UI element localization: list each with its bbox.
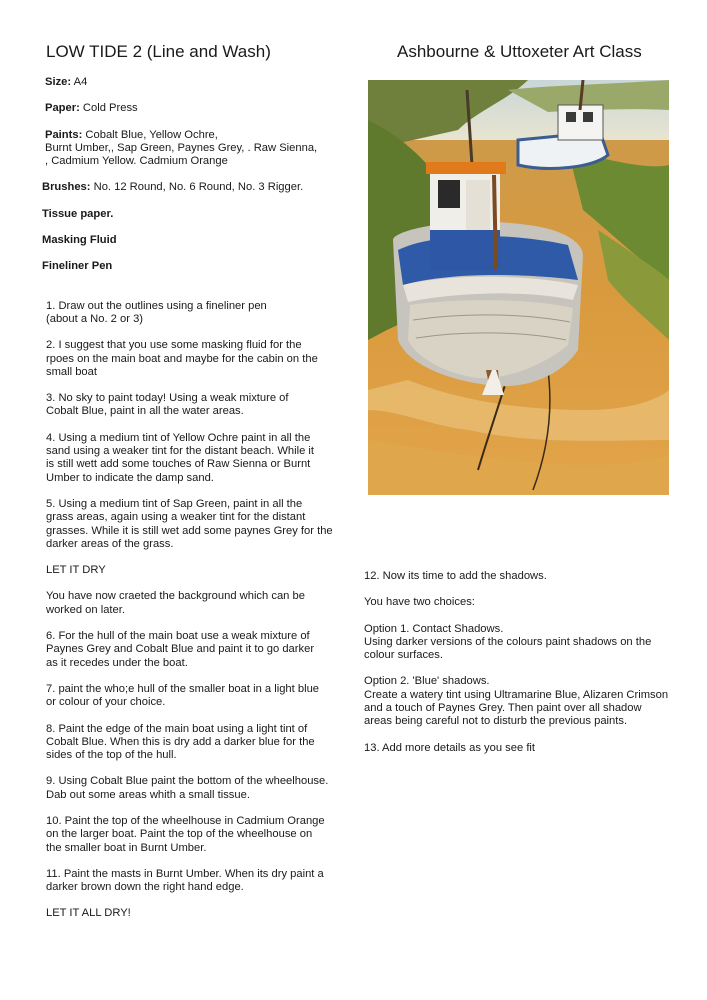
- tissue-label: Tissue paper.: [42, 207, 114, 220]
- size-label: Size:: [45, 76, 72, 88]
- step-item: 10. Paint the top of the wheelhouse in Cadmium Orange on the larger boat. Paint the top of the wheelhouse on the smaller boat in Burnt Umber.: [46, 814, 325, 854]
- step-item: LET IT ALL DRY!: [46, 907, 131, 920]
- masking-label: Masking Fluid: [42, 234, 117, 247]
- step-item: 2. I suggest that you use some masking fluid for the rpoes on the main boat and maybe for the cabin on the small boat: [46, 339, 318, 378]
- left-column: [42, 76, 354, 934]
- paper-value: Cold Press: [79, 102, 138, 115]
- step-item: 12. Now its time to add the shadows.: [364, 570, 547, 582]
- pen-label: Fineliner Pen: [42, 260, 113, 273]
- tissue-line: [42, 208, 354, 221]
- step-item: 9. Using Cobalt Blue paint the bottom of the wheelhouse. Dab out some areas whith a small tissue.: [46, 775, 329, 801]
- brushes-value: No. 12 Round, No. 6 Round, No. 3 Rigger.: [90, 181, 304, 194]
- step-item: 13. Add more details as you see fit: [364, 741, 536, 754]
- step-item: You have two choices:: [364, 596, 475, 609]
- size-value: A4: [71, 76, 88, 88]
- step-item: 6. For the hull of the main boat use a weak mixture of Paynes Grey and Cobalt Blue and paint it to go darker as it recedes under the boat.: [46, 630, 315, 669]
- step-item: 1. Draw out the outlines using a fineliner pen (about a No. 2 or 3): [46, 299, 267, 325]
- masking-line: [42, 234, 354, 247]
- step-item: You have now craeted the background which can be worked on later.: [46, 590, 305, 616]
- brushes-label: Brushes:: [42, 181, 91, 194]
- step-item: 8. Paint the edge of the main boat using a light tint of Cobalt Blue. When this is dry add a darker blue for the sides of the top of the hull.: [46, 722, 315, 762]
- step-item: Option 2. 'Blue' shadows. Create a watery tint using Ultramarine Blue, Alizaren Crimson and a touch of Paynes Grey. Then paint over all shadow areas being careful not to disturb the previous paints.: [364, 675, 669, 728]
- paints-line: [45, 129, 354, 169]
- step-item: 7. paint the who;e hull of the smaller boat in a light blue or colour of your choice.: [46, 682, 320, 709]
- boat-painting-image: [368, 80, 669, 495]
- right-column: [364, 570, 694, 768]
- pen-line: [42, 260, 354, 273]
- step-item: Option 1. Contact Shadows. Using darker versions of the colours paint shadows on the colour surfaces.: [364, 622, 652, 662]
- step-item: 11. Paint the masts in Burnt Umber. When its dry paint a darker brown down the right hand edge.: [46, 867, 324, 894]
- class-name: Ashbourne & Uttoxeter Art Class: [397, 42, 642, 61]
- step-item: 3. No sky to paint today! Using a weak mixture of Cobalt Blue, paint in all the water areas.: [46, 392, 289, 418]
- steps-list-left: [42, 300, 354, 921]
- painting-illustration: [368, 80, 669, 495]
- step-item: 4. Using a medium tint of Yellow Ochre paint in all the sand using a weaker tint for the distant beach. While it is still wett add some touches of Raw Sienna or Burnt Umber to indicate the damp sand.: [46, 431, 315, 484]
- paints-value: Cobalt Blue, Yellow Ochre, Burnt Umber,, Sap Green, Paynes Grey, . Raw Sienna, , Cadmium Yellow. Cadmium Orange: [45, 128, 318, 168]
- step-item: LET IT DRY: [46, 564, 106, 577]
- size-line: [45, 76, 354, 89]
- paper-label: Paper:: [45, 102, 80, 115]
- step-item: 5. Using a medium tint of Sap Green, paint in all the grass areas, again using a weaker tint for the distant grasses. While it is still wet add some paynes Grey for the darker areas of the grass.: [46, 497, 333, 550]
- brushes-line: [42, 181, 354, 194]
- page-title: LOW TIDE 2 (Line and Wash): [46, 42, 271, 61]
- paints-label: Paints:: [45, 128, 83, 141]
- paper-line: [45, 102, 354, 115]
